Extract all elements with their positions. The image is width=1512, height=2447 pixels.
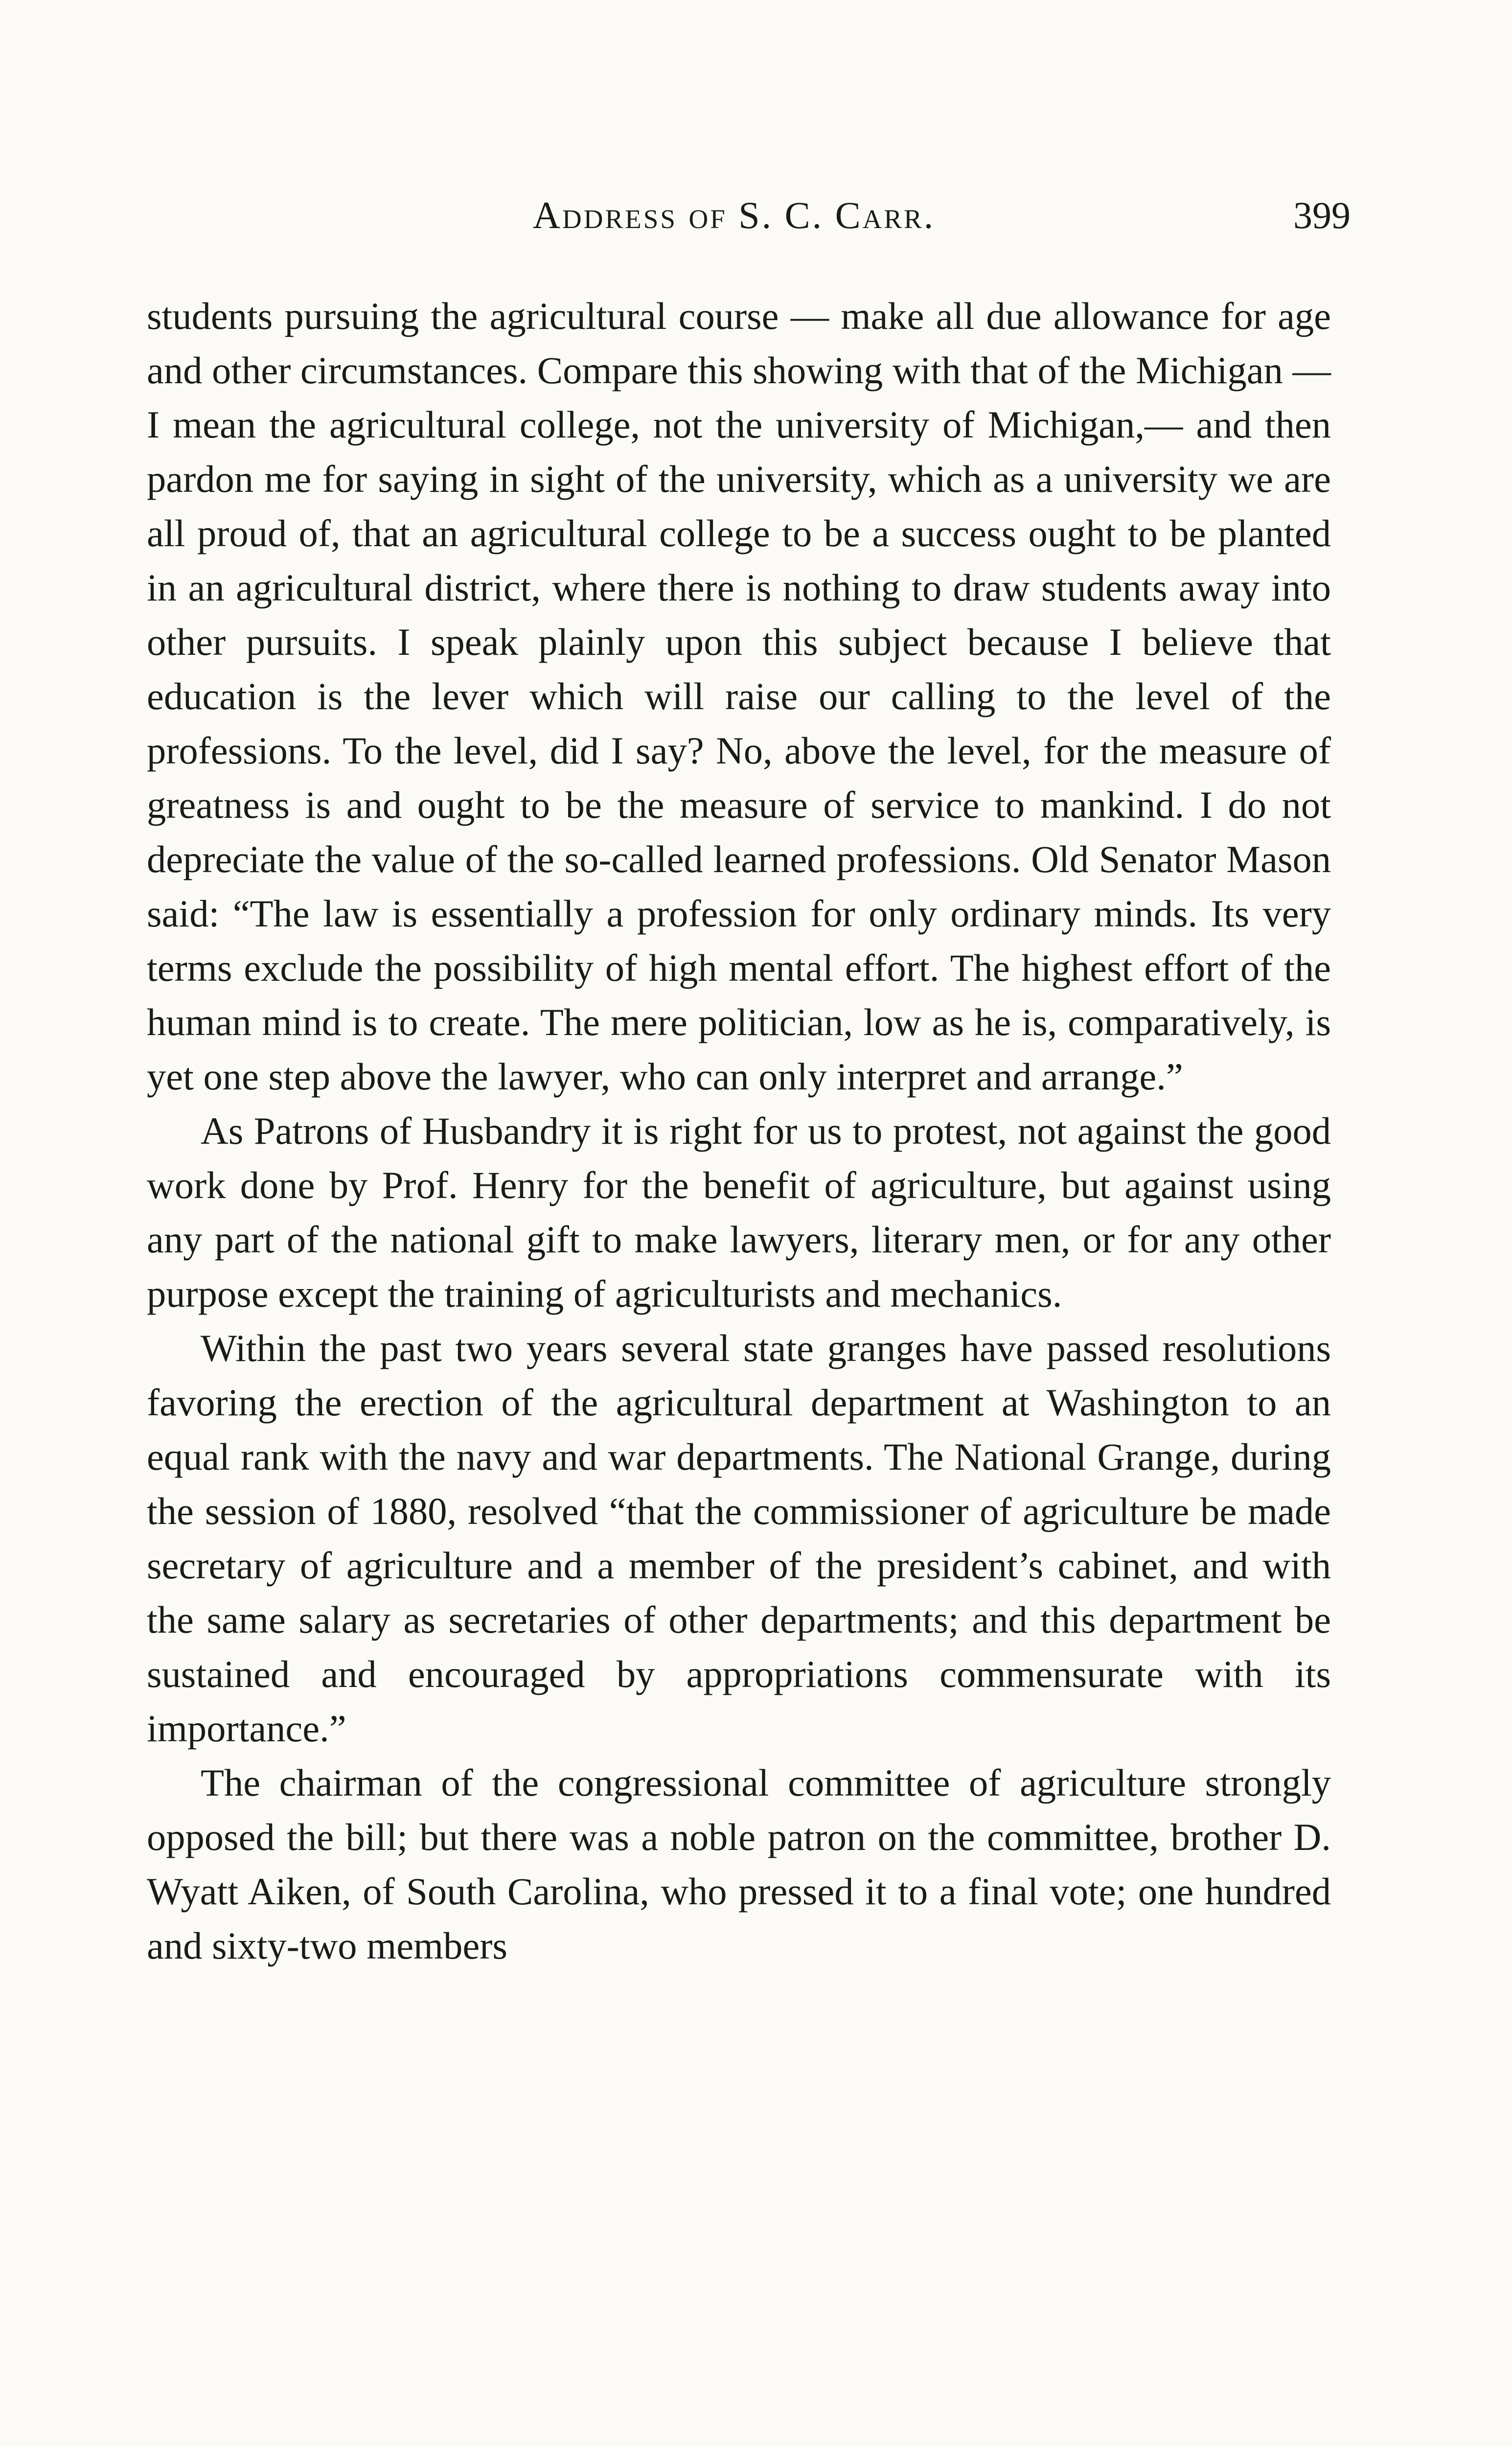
paragraph-2: As Patrons of Husbandry it is right for us to protest, not against the good work done by Prof. Henry for the benefit of agriculture, but against using any part of the national gift to make lawyers, literary men, or for any other purpose except the training of agriculturists and mechanics. <box>147 1109 1331 1315</box>
running-title: Address of S. C. Carr. <box>532 194 936 236</box>
paragraph-1: students pursuing the agricultural course — make all due allowance for age and other circumstances. Compare this showing with that of the Michigan — I mean the agricultural college, not the university of Michigan,— and then pardon me for saying in sight of the university, which as a university we are all proud of, that an agricultural college to be a success ought to be planted in an agricultural district, where there is nothing to draw students away into other pursuits. I speak plainly upon this subject because I believe that education is the lever which will raise our calling to the level of the professions. To the level, did I say? No, above the level, for the measure of greatness is and ought to be the measure of service to mankind. I do not depreciate the value of the so-called learned professions. Old Senator Mason said: “The law is essentially a profession for only ordinary minds. Its very terms exclude the possibility of high mental effort. The highest effort of the human mind is to create. The mere politician, low as he is, comparatively, is yet one step above the lawyer, who can only interpret and arrange.” <box>147 295 1331 1098</box>
paragraph-3: Within the past two years several state granges have passed resolutions favoring the erection of the agricultural department at Washington to an equal rank with the navy and war departments. The National Grange, during the session of 1880, resolved “that the commissioner of agriculture be made secretary of agriculture and a member of the president’s cabinet, and with the same salary as secretaries of other departments; and this department be sustained and encouraged by appropriations commensurate with its importance.” <box>147 1327 1331 1750</box>
running-head <box>147 193 1351 247</box>
body-text <box>147 289 1331 1973</box>
page-number: 399 <box>1293 194 1351 236</box>
paragraph-4: The chairman of the congressional committee of agriculture strongly opposed the bill; but there was a noble patron on the committee, brother D. Wyatt Aiken, of South Carolina, who pressed it to a final vote; one hundred and sixty-two members <box>147 1761 1331 1967</box>
